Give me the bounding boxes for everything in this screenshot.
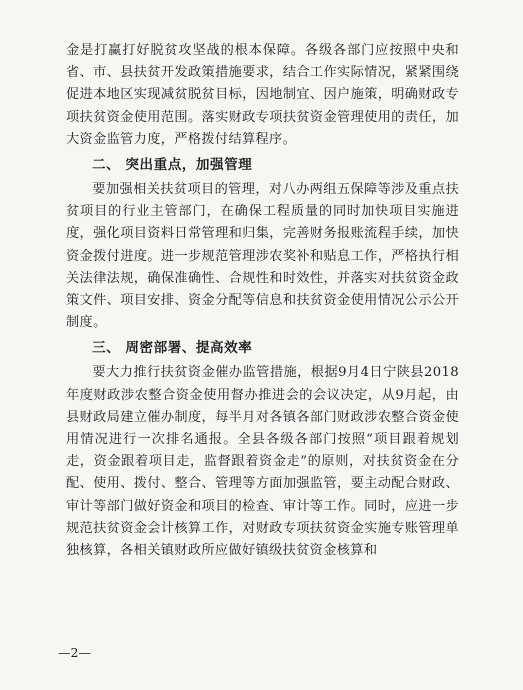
paragraph-section-3: 要大力推行扶贫资金催办监管措施，根据9月4日宁陕县2018年度财政涉农整合资金使用督办推进会的会议决定，从9月起，由县财政局建立催办制度，每半月对各镇各部门财政涉农整合资金使用情况进行一次排名通报。全县各级各部门按照“项目跟着规划走，资金跟着项目走，监督跟着资金走”的原则，对扶贫资金在分配、使用、拨付、整合、管理等方面加强监管，要主动配合财政、审计等部门做好资金和项目的检查、审计等工作。同时，应进一步规范扶贫资金会计核算工作，对财政专项扶贫资金实施专账管理单独核算，各相关镇财政所应做好镇级扶贫资金核算和 xyxy=(66,365,459,559)
paragraph-section-2: 要加强相关扶贫项目的管理，对八办两组五保障等涉及重点扶贫项目的行业主管部门，在确保工程质量的同时加快项目实施进度，强化项目资料日常管理和归集，完善财务报账流程手续，加快资金拨付进度。进一步规范管理涉农奖补和贴息工作，严格执行相关法律法规，确保准确性、合规性和时效性，并落实对扶贫资金政策文件、项目安排、资金分配等信息和扶贫资金使用情况公示公开制度。 xyxy=(66,182,459,331)
page-number: —2— xyxy=(58,645,91,660)
section-heading-3: 三、 周密部署、提高效率 xyxy=(92,340,253,357)
paragraph-intro: 金是打赢打好脱贫攻坚战的根本保障。各级各部门应按照中央和省、市、县扶贫开发政策措施要求，结合工作实际情况，紧紧围绕促进本地区实现减贫脱贫目标，因地制宜、因户施策，明确财政专项扶贫资金使用范围。落实财政专项扶贫资金管理使用的责任，加大资金监管力度，严格拨付结算程序。 xyxy=(66,43,459,147)
section-heading-2: 二、 突出重点，加强管理 xyxy=(92,157,253,174)
document-body xyxy=(66,40,459,562)
